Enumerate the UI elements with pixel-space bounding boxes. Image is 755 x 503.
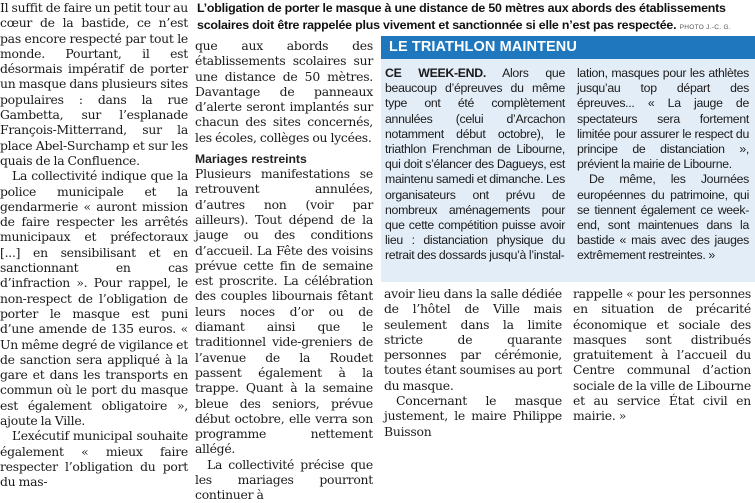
article-column-2	[195, 38, 373, 503]
sidebar-title: LE TRIATHLON MAINTENU	[381, 36, 755, 59]
sidebar-paragraph-text: Alors que beaucoup d’épreuves du même type ont été complètement annulées (celui d’Arcachon notamment début octobre), le triathlon Frenchman de Libourne, qui doit s’élancer des Dagueys, est maintenu samedi et dimanche. Les organisateurs ont prévu de nombreux aménagements pour que cette compétition puisse avoir lieu : distanciation physique du retrait des dossards jusqu’à l’instal-	[385, 66, 565, 263]
article-paragraph: Il suffit de faire un petit tour au cœur de la bastide, ce n’est pas encore respecté par tout le monde. Pourtant, il est désormais impératif de porter un masque dans plusieurs sites populaires : dans la rue Gambetta, sur l’esplanade François-Mitterrand, sur la place Abel-Surchamp et sur les quais de la Confluence.	[0, 0, 188, 168]
article-paragraph: L’exécutif municipal souhaite également « mieux faire respecter l’obligation du port du mas-	[0, 428, 188, 490]
article-paragraph: Concernant le masque justement, le maire Philippe Buisson	[384, 393, 562, 439]
sidebar-paragraph: lation, masques pour les athlètes jusqu’au top départ des épreuves... « La jauge de spectateurs sera fortement limitée pour assurer le respect du principe de distanciation », prévient la mairie de Libourne.	[577, 66, 749, 172]
sidebar-lead: CE WEEK-END.	[385, 66, 486, 80]
sidebar-paragraph	[385, 66, 565, 264]
article-paragraph: rappelle « pour les personnes en situation de précarité économique et sociale des masques sont distribués gratuitement à l’accueil du Centre communal d’action sociale de la ville de Libourne et au service État civil en mairie. »	[573, 286, 751, 424]
sidebar-box	[381, 36, 755, 282]
sidebar-paragraph: De même, les Journées européennes du patrimoine, qui se tiennent également ce week-end, sont maintenues dans la bastide « mais avec des jauges extrêmement restreintes. »	[577, 172, 749, 263]
article-column-3	[384, 286, 562, 439]
article-paragraph: avoir lieu dans la salle dédiée de l’hôtel de Ville mais seulement dans la limite stricte de quarante personnes par cérémonie, toutes étant soumises au port du masque.	[384, 286, 562, 393]
article-paragraph: La collectivité indique que la police municipale et la gendarmerie « auront mission de faire respecter les arrêtés municipaux et préfectoraux [...] en sensibilisant et en sanctionnant en cas d’infraction ». Pour rappel, le non-respect de l’obligation de porter le masque est puni d’une amende de 135 euros. « Un même degré de vigilance et de sanction sera appliqué à la gare et dans les transports en commun où le port du masque est également obligatoire », ajoute la Ville.	[0, 168, 188, 429]
article-paragraph: Plusieurs manifestations se retrouvent annulées, d’autres non (voir par ailleurs). Tout dépend de la jauge ou des conditions d’accueil. La Fête des voisins prévue cette fin de semaine est proscrite. La célébration des couples libournais fêtant leurs noces d’or ou de diamant ainsi que le traditionnel vide-greniers de l’avenue de la Roudet passent également à la trappe. Quant à la semaine bleue des seniors, prévue début octobre, elle verra son programme nettement allégé.	[195, 166, 373, 457]
article-paragraph: que aux abords des établissements scolaires sur une distance de 50 mètres. Davantage de panneaux d’alerte seront implantés sur chacun des sites concernés, les écoles, collèges ou lycées.	[195, 38, 373, 145]
article-column-4	[573, 286, 751, 424]
sidebar-column-2	[577, 66, 749, 280]
photo-credit: PHOTO J.-C. G.	[679, 23, 731, 31]
sidebar-column-1	[385, 66, 565, 280]
photo-caption	[197, 0, 755, 36]
section-subhead: Mariages restreints	[195, 152, 307, 167]
article-column-1	[0, 0, 188, 490]
caption-text: L’obligation de porter le masque à une distance de 50 mètres aux abords des établissements scolaires doit être rappelée plus vivement et sanctionnée si elle n’est pas respectée.	[197, 1, 726, 32]
article-paragraph: La collectivité précise que les mariages pourront continuer à	[195, 456, 373, 503]
